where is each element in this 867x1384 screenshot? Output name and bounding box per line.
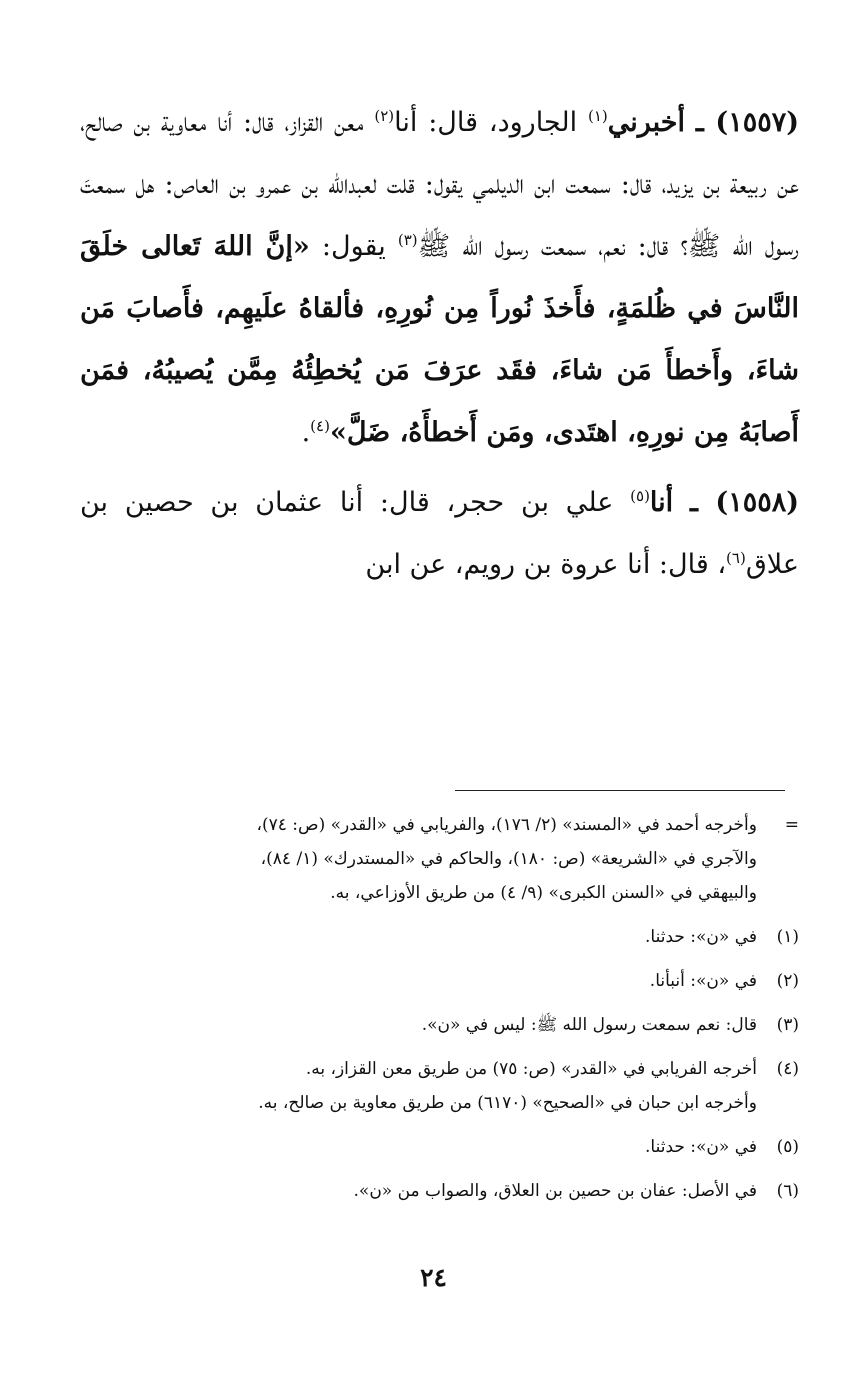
footnote-1 — [80, 920, 799, 954]
entry-text: الجارود، قال: أنا — [394, 107, 578, 138]
footnote-ref: (٥) — [630, 487, 650, 505]
hadith-entry-1557 — [80, 92, 799, 464]
footnote-marker: (٢) — [776, 971, 799, 991]
footnote-5 — [80, 1130, 799, 1164]
entry-text: يقول: — [321, 231, 386, 262]
entry-number: (١٥٥٨) ـ — [689, 487, 799, 518]
main-text — [80, 92, 799, 596]
footnote-body — [80, 964, 757, 998]
footnote-marker: (٦) — [776, 1181, 799, 1201]
entry-text: أخبرني — [607, 107, 685, 138]
page-number: ٢٤ — [420, 1263, 447, 1292]
entry-text: ، قال: أنا عروة بن رويم، عن ابن — [365, 549, 727, 580]
footnote-marker: (٣) — [776, 1015, 799, 1035]
footnote-line: والآجري في «الشريعة» (ص: ١٨٠)، والحاكم في «المستدرك» (١/ ٨٤)، — [260, 849, 757, 869]
footnote-body — [80, 1052, 757, 1120]
footnote-body — [80, 1008, 757, 1042]
footnote-separator — [455, 790, 785, 791]
footnote-ref: (٣) — [397, 231, 418, 249]
footnote-ref: (٢) — [374, 107, 395, 125]
footnote-ref: (١) — [587, 107, 608, 125]
footnote-line: في الأصل: عفان بن حصين بن العلاق، والصواب من «ن». — [353, 1181, 757, 1201]
footnote-line: وأخرجه أحمد في «المسند» (٢/ ١٧٦)، والفريابي في «القدر» (ص: ٧٤)، — [256, 815, 757, 835]
footnote-ref: (٤) — [310, 417, 330, 435]
footnotes — [80, 808, 799, 1218]
footnote-marker: (١) — [776, 927, 799, 947]
entry-text: معن القزاز، قال: أنا معاوية بن صالح، عن ربيعة بن يزيد، قال: سمعت ابن الديلمي يقول: قلت لعبدالله بن عمرو بن العاص: هل سمعتَ رسول الله ﷺ؟ قال: نعم، سمعت رسول الله ﷺ — [80, 107, 799, 262]
footnote-body — [80, 920, 757, 954]
footnote-4 — [80, 1052, 799, 1120]
entry-text: علي بن حجر، قال: أنا عثمان بن حصين بن علاق — [80, 487, 799, 580]
footnote-line: في «ن»: حدثنا. — [645, 1137, 757, 1157]
footnote-ref: (٦) — [726, 549, 746, 567]
footnote-line: وأخرجه ابن حبان في «الصحيح» (٦١٧٠) من طريق معاوية بن صالح، به. — [258, 1093, 757, 1113]
footnote-continuation — [80, 808, 799, 910]
footnote-marker: = — [784, 815, 799, 835]
footnote-3 — [80, 1008, 799, 1042]
footnote-6 — [80, 1174, 799, 1208]
entry-number: (١٥٥٧) ـ — [695, 107, 800, 138]
footnote-line: والبيهقي في «السنن الكبرى» (٩/ ٤) من طريق الأوزاعي، به. — [330, 883, 757, 903]
hadith-entry-1558 — [80, 472, 799, 596]
entry-text: أنا — [649, 487, 674, 518]
footnote-body — [80, 1174, 757, 1208]
hadith-quote: «إنَّ اللهَ تَعالى خلَقَ النَّاسَ في ظُلمَةٍ، فأَخذَ نُوراً مِن نُورِهِ، فألقاهُ علَيهِم، فأَصابَ مَن شاءَ، وأَخطأَ مَن شاءَ، فقَد عرَفَ مَن يُخطِئُهُ مِمَّن يُصيبُهُ، فمَن أَصابَهُ مِن نورِهِ، اهتَدى، ومَن أَخطأَهُ، ضَلَّ» — [80, 231, 799, 448]
footnote-2 — [80, 964, 799, 998]
footnote-marker: (٥) — [776, 1137, 799, 1157]
footnote-line: أخرجه الفريابي في «القدر» (ص: ٧٥) من طريق معن القزاز، به. — [305, 1059, 757, 1079]
footnote-line: قال: نعم سمعت رسول الله ﷺ: ليس في «ن». — [421, 1015, 757, 1035]
footnote-body — [80, 1130, 757, 1164]
footnote-marker: (٤) — [776, 1059, 799, 1079]
footnote-line: في «ن»: أنبأنا. — [649, 971, 757, 991]
footnote-body — [80, 808, 757, 910]
entry-end: . — [301, 417, 311, 448]
footnote-line: في «ن»: حدثنا. — [645, 927, 757, 947]
